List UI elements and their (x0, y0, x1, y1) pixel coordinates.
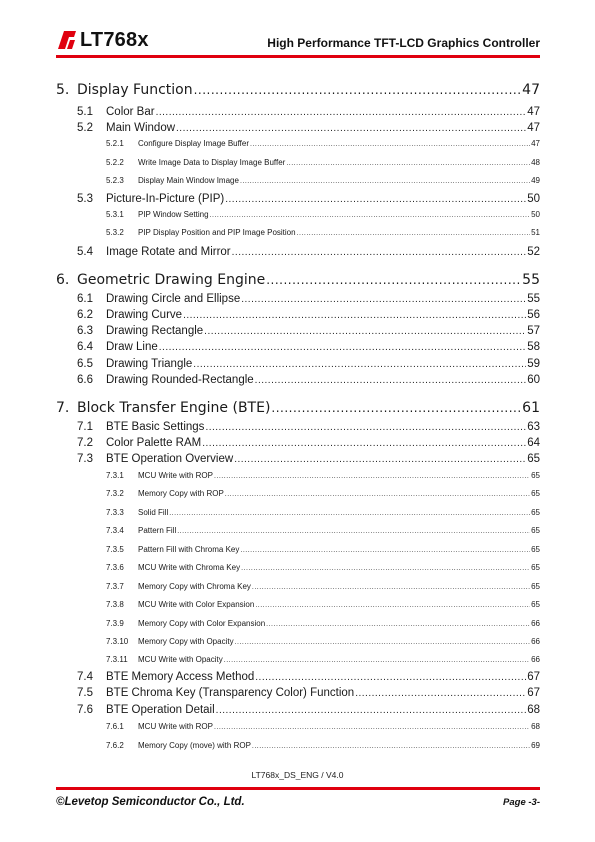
toc-entry-title: PIP Display Position and PIP Image Position (138, 228, 296, 237)
toc-entry-title: Drawing Rectangle (106, 325, 204, 337)
toc-entry-level-2[interactable] (56, 687, 540, 699)
toc-entry-title: Picture-In-Picture (PIP) (106, 192, 225, 205)
toc-entry-page: 66 (531, 618, 540, 628)
toc-entry-page: 65 (531, 470, 540, 480)
toc-entry-level-1[interactable] (56, 400, 540, 416)
toc-entry-number: 7.3.2 (106, 489, 124, 498)
toc-dot-leader (214, 724, 530, 731)
toc-dot-leader (240, 178, 530, 185)
toc-entry-page: 55 (522, 271, 540, 288)
toc-entry-number: 7.2 (77, 436, 93, 449)
toc-entry-title: Display Main Window Image (138, 176, 239, 185)
toc-entry-title: Memory Copy (move) with ROP (138, 740, 251, 750)
toc-entry-title: BTE Operation Detail (106, 703, 215, 716)
toc-entry-number: 7.3 (77, 453, 93, 465)
toc-entry-level-3[interactable] (56, 139, 540, 148)
toc-entry-level-2[interactable] (56, 437, 540, 449)
toc-entry-title: Write Image Data to Display Image Buffer (138, 157, 286, 167)
toc-entry-level-3[interactable] (56, 210, 540, 219)
toc-entry-number: 6. (56, 271, 70, 288)
toc-entry-title: Pattern Fill with Chroma Key (138, 544, 240, 554)
toc-entry-title: MCU Write with ROP (138, 470, 213, 480)
toc-entry-title: PIP Window Setting (138, 210, 209, 219)
toc-entry-number: 7. (56, 400, 70, 416)
toc-entry-title: MCU Write with Chroma Key (138, 563, 241, 572)
toc-dot-leader (286, 160, 530, 167)
toc-entry-page: 47 (531, 139, 540, 148)
toc-entry-level-1[interactable] (56, 82, 540, 98)
toc-entry-number: 6.6 (77, 374, 93, 386)
toc-entry-number: 7.3.5 (106, 544, 124, 554)
toc-dot-leader (202, 438, 526, 449)
toc-entry-number: 7.5 (77, 687, 93, 699)
toc-entry-page: 51 (531, 228, 540, 237)
toc-entry-title: Geometric Drawing Engine (77, 271, 266, 288)
toc-entry-number: 5.4 (77, 245, 93, 258)
toc-entry-page: 63 (527, 420, 540, 433)
toc-entry-page: 66 (531, 655, 540, 664)
toc-dot-leader (266, 273, 521, 287)
toc-entry-title: Memory Copy with Chroma Key (138, 581, 251, 591)
toc-entry-level-3[interactable] (56, 655, 540, 664)
toc-dot-leader (252, 584, 530, 591)
toc-dot-leader (241, 565, 530, 572)
toc-dot-leader (255, 375, 527, 386)
header-divider (56, 55, 540, 58)
toc-entry-level-2[interactable] (56, 325, 540, 337)
toc-entry-level-3[interactable] (56, 600, 540, 609)
toc-entry-title: Block Transfer Engine (BTE) (77, 400, 271, 416)
toc-entry-page: 67 (527, 687, 540, 699)
toc-entry-title: MCU Write with Opacity (138, 655, 223, 664)
toc-dot-leader (205, 422, 526, 433)
toc-entry-number: 5.2.1 (106, 139, 124, 148)
toc-entry-page: 65 (531, 600, 540, 609)
page-header (56, 28, 540, 56)
toc-dot-leader (216, 705, 527, 716)
toc-entry-number: 5.3 (77, 192, 93, 205)
header-title: High Performance TFT-LCD Graphics Controller (267, 36, 540, 50)
toc-dot-leader (225, 491, 530, 498)
toc-entry-title: Color Bar (106, 105, 155, 118)
toc-entry-level-3[interactable] (56, 545, 540, 554)
toc-entry-title: BTE Operation Overview (106, 453, 234, 465)
toc-dot-leader (235, 639, 531, 646)
toc-dot-leader (241, 294, 526, 305)
toc-entry-page: 55 (527, 292, 540, 305)
toc-entry-number: 7.3.10 (106, 637, 129, 646)
toc-entry-page: 50 (527, 192, 540, 205)
toc-entry-level-2[interactable] (56, 453, 540, 465)
toc-entry-page: 59 (527, 357, 540, 370)
toc-entry-number: 5.3.2 (106, 228, 124, 237)
copyright-notice: ©Levetop Semiconductor Co., Ltd. (56, 796, 245, 808)
page-number: Page -3- (503, 797, 540, 808)
toc-entry-page: 69 (531, 740, 540, 750)
logo-text: LT768x (80, 29, 149, 51)
toc-entry-level-2[interactable] (56, 309, 540, 321)
toc-entry-number: 6.5 (77, 357, 93, 370)
toc-entry-number: 6.2 (77, 308, 93, 321)
toc-entry-title: Memory Copy with Color Expansion (138, 618, 266, 628)
toc-entry-page: 65 (531, 526, 540, 535)
toc-entry-number: 7.3.7 (106, 581, 124, 591)
toc-dot-leader (234, 454, 526, 465)
toc-entry-level-2[interactable] (56, 358, 540, 370)
toc-entry-page: 65 (531, 581, 540, 591)
toc-dot-leader (255, 672, 526, 683)
toc-entry-page: 65 (531, 563, 540, 572)
toc-entry-title: Pattern Fill (138, 526, 177, 535)
toc-entry-number: 7.3.4 (106, 526, 124, 535)
company-logo (56, 28, 149, 52)
toc-dot-leader (176, 123, 526, 134)
toc-dot-leader (177, 528, 530, 535)
toc-entry-page: 58 (527, 341, 540, 353)
toc-entry-title: Main Window (106, 121, 176, 134)
toc-entry-title: Configure Display Image Buffer (138, 139, 250, 148)
toc-dot-leader (266, 621, 530, 628)
toc-entry-number: 6.1 (77, 292, 93, 305)
toc-entry-level-3[interactable] (56, 471, 540, 480)
toc-dot-leader (250, 141, 530, 148)
toc-entry-page: 47 (527, 105, 540, 118)
toc-entry-level-2[interactable] (56, 293, 540, 305)
toc-entry-number: 7.3.3 (106, 507, 124, 517)
toc-entry-level-2[interactable] (56, 704, 540, 716)
toc-entry-page: 57 (527, 325, 540, 337)
toc-entry-level-3[interactable] (56, 176, 540, 185)
toc-entry-number: 7.6 (77, 703, 93, 716)
toc-entry-level-3[interactable] (56, 619, 540, 628)
toc-dot-leader (194, 83, 522, 97)
levetop-logo-icon (56, 29, 78, 51)
toc-entry-level-1[interactable] (56, 272, 540, 288)
toc-entry-number: 7.3.9 (106, 618, 124, 628)
toc-entry-page: 47 (522, 82, 540, 98)
toc-entry-page: 65 (531, 489, 540, 498)
toc-dot-leader (271, 401, 521, 415)
toc-entry-page: 68 (527, 703, 540, 716)
toc-entry-level-3[interactable] (56, 228, 540, 237)
toc-entry-title: Memory Copy with ROP (138, 489, 224, 498)
toc-entry-title: Display Function (77, 82, 193, 98)
toc-entry-title: Memory Copy with Opacity (138, 637, 234, 646)
toc-entry-number: 7.3.11 (106, 655, 128, 664)
toc-entry-title: BTE Basic Settings (106, 420, 205, 433)
toc-entry-page: 65 (531, 544, 540, 554)
toc-entry-page: 49 (531, 176, 540, 185)
toc-entry-page: 65 (527, 453, 540, 465)
toc-entry-level-3[interactable] (56, 741, 540, 750)
toc-entry-level-3[interactable] (56, 508, 540, 517)
toc-entry-title: BTE Memory Access Method (106, 670, 255, 683)
toc-entry-page: 64 (527, 436, 540, 449)
toc-entry-title: Image Rotate and Mirror (106, 245, 231, 258)
toc-entry-level-2[interactable] (56, 246, 540, 258)
toc-dot-leader (224, 657, 530, 664)
toc-entry-level-2[interactable] (56, 374, 540, 386)
toc-entry-title: MCU Write with ROP (138, 722, 213, 731)
toc-dot-leader (297, 230, 531, 237)
toc-dot-leader (159, 342, 526, 353)
toc-entry-number: 5.2.3 (106, 176, 124, 185)
toc-entry-number: 5.2.2 (106, 157, 124, 167)
toc-entry-number: 7.4 (77, 670, 93, 683)
toc-dot-leader (214, 473, 530, 480)
toc-entry-level-2[interactable] (56, 671, 540, 683)
toc-entry-level-2[interactable] (56, 193, 540, 205)
toc-entry-title: BTE Chroma Key (Transparency Color) Function (106, 687, 355, 699)
toc-entry-level-2[interactable] (56, 421, 540, 433)
toc-entry-page: 66 (531, 637, 540, 646)
toc-dot-leader (210, 212, 531, 219)
toc-entry-title: Drawing Curve (106, 308, 183, 321)
toc-dot-leader (355, 688, 526, 699)
toc-entry-title: Drawing Rounded-Rectangle (106, 374, 254, 386)
toc-entry-page: 68 (531, 722, 540, 731)
toc-dot-leader (156, 107, 527, 118)
toc-entry-level-3[interactable] (56, 563, 540, 572)
toc-entry-page: 67 (527, 670, 540, 683)
footer-divider (56, 787, 540, 790)
toc-entry-page: 50 (531, 210, 540, 219)
toc-entry-page: 48 (531, 157, 540, 167)
toc-entry-level-3[interactable] (56, 722, 540, 731)
toc-entry-page: 65 (531, 507, 540, 517)
toc-entry-page: 56 (527, 308, 540, 321)
toc-entry-number: 5.2 (77, 121, 93, 134)
document-version: LT768x_DS_ENG / V4.0 (251, 770, 344, 780)
toc-dot-leader (204, 326, 526, 337)
toc-dot-leader (255, 602, 530, 609)
toc-dot-leader (232, 247, 527, 258)
toc-entry-level-2[interactable] (56, 341, 540, 353)
toc-entry-page: 60 (527, 374, 540, 386)
toc-entry-title: Draw Line (106, 341, 158, 353)
toc-entry-number: 7.3.8 (106, 600, 124, 609)
toc-entry-number: 7.1 (77, 420, 93, 433)
toc-dot-leader (169, 510, 530, 517)
toc-entry-number: 5.3.1 (106, 210, 124, 219)
toc-dot-leader (240, 547, 530, 554)
toc-entry-title: Color Palette RAM (106, 436, 202, 449)
toc-entry-page: 47 (527, 121, 540, 134)
toc-entry-number: 5.1 (77, 105, 93, 118)
toc-dot-leader (193, 359, 526, 370)
toc-entry-number: 7.6.1 (106, 722, 124, 731)
toc-entry-title: Drawing Triangle (106, 357, 193, 370)
toc-entry-level-2[interactable] (56, 106, 540, 118)
toc-entry-level-3[interactable] (56, 526, 540, 535)
toc-entry-level-3[interactable] (56, 582, 540, 591)
toc-entry-title: Drawing Circle and Ellipse (106, 292, 241, 305)
toc-entry-level-3[interactable] (56, 637, 540, 646)
toc-entry-title: Solid Fill (138, 507, 169, 517)
toc-entry-level-3[interactable] (56, 158, 540, 167)
toc-entry-number: 5. (56, 82, 70, 98)
toc-entry-number: 7.6.2 (106, 740, 124, 750)
toc-entry-number: 6.3 (77, 325, 93, 337)
toc-dot-leader (252, 743, 530, 750)
toc-dot-leader (183, 310, 526, 321)
toc-entry-number: 6.4 (77, 341, 93, 353)
toc-entry-number: 7.3.1 (106, 470, 124, 480)
toc-entry-level-2[interactable] (56, 122, 540, 134)
toc-entry-number: 7.3.6 (106, 563, 124, 572)
toc-entry-level-3[interactable] (56, 489, 540, 498)
toc-entry-page: 52 (527, 245, 540, 258)
toc-dot-leader (225, 194, 526, 205)
toc-entry-page: 61 (522, 400, 540, 416)
toc-entry-title: MCU Write with Color Expansion (138, 600, 255, 609)
